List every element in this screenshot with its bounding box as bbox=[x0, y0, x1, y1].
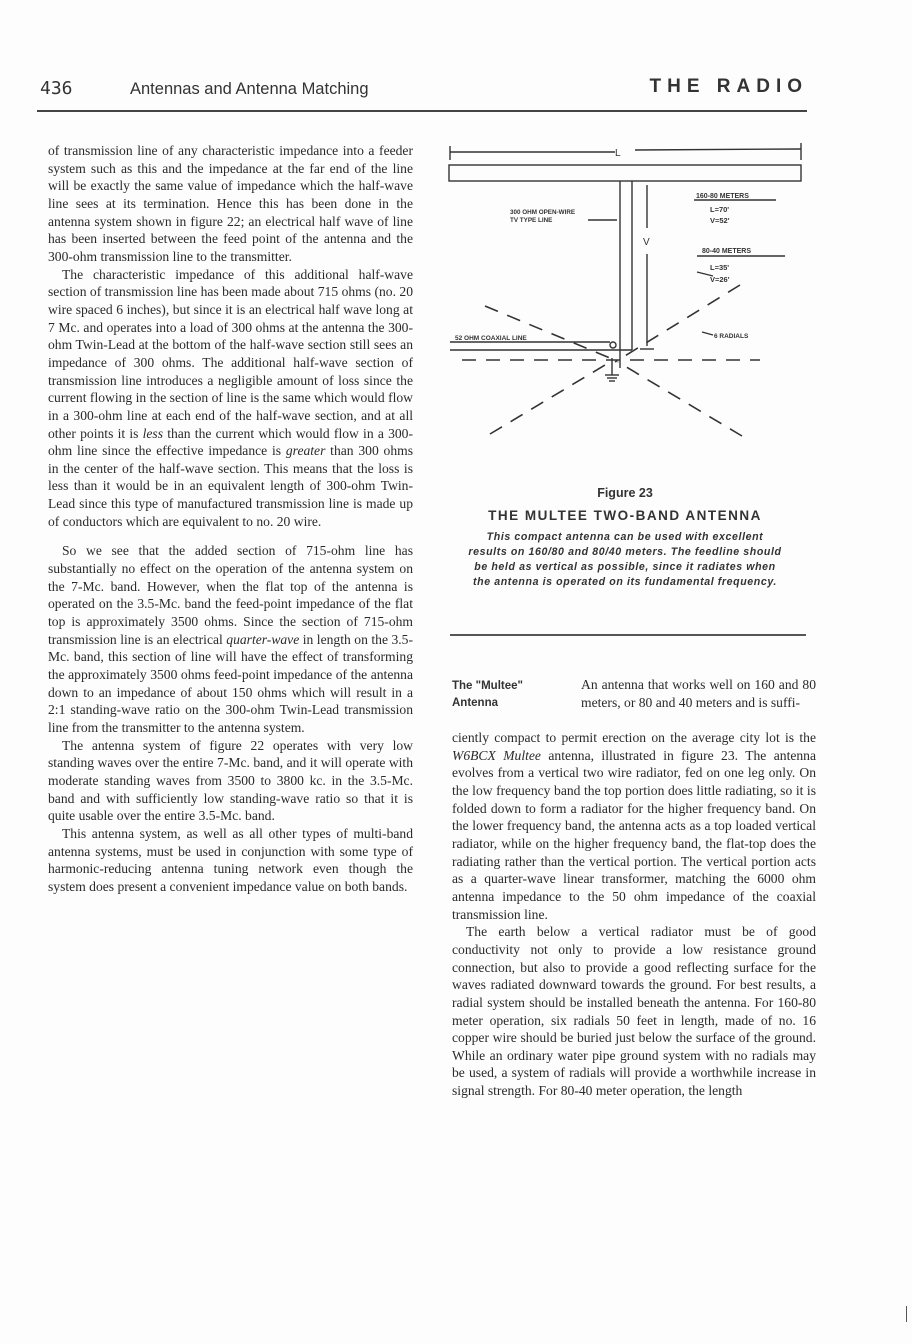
radials-label: 6 RADIALS bbox=[714, 333, 749, 340]
paragraph: The earth below a vertical radiator must be of good conductivity not only to provide a low resistance ground connection, but also to provide a good reflecting surface for the waves radiated downward towards the ground. For best results, a radial system should be installed beneath the antenna. For 160-80 meter operation, six radials 50 feet in length, made of no. 16 copper wire should be buried just below the surface of the ground. While an ordinary water pipe ground system with no radials may be used, a system of radials will provide a worthwhile increase in signal strength. For 80-40 meter operation, the length bbox=[452, 924, 816, 1099]
band1-vertical: V=52' bbox=[710, 216, 730, 225]
label-L: L bbox=[615, 148, 621, 159]
page-header bbox=[40, 74, 808, 108]
feedline-label: 300 OHM OPEN-WIRE bbox=[510, 209, 576, 216]
paragraph bbox=[48, 542, 413, 736]
chapter-title: Antennas and Antenna Matching bbox=[130, 80, 369, 98]
paragraph: The antenna system of figure 22 operates with very low standing waves over the entire 7-Mc. band, and it will operate with moderate standing waves from 3500 to 3800 kc. in the 3.5-Mc. band and with sufficiently low standing-wave ratio so that it is quite usable over the entire 3.5-Mc. band. bbox=[48, 737, 413, 824]
antenna-diagram bbox=[440, 140, 810, 490]
figure-title: THE MULTEE TWO-BAND ANTENNA bbox=[488, 508, 762, 523]
band1-length: L=70' bbox=[710, 205, 730, 214]
text-run: than the current which would flow in a 300-ohm line since the effective impedance is bbox=[48, 425, 413, 459]
emphasis: greater bbox=[285, 443, 326, 459]
feedline-label: TV TYPE LINE bbox=[510, 217, 553, 224]
text-run: ciently compact to permit erection on the average city lot is the bbox=[452, 730, 816, 745]
figure-caption: This compact antenna can be used with excellent results on 160/80 and 80/40 meters. The feedline should be held as vertical as possible, since it radiates when the antenna is operated on its fundamental frequency. bbox=[468, 531, 782, 588]
header-rule bbox=[37, 110, 807, 112]
figure-rule bbox=[450, 634, 806, 636]
text-run: in length on the 3.5-Mc. band, this section of line will have the effect of transforming the approximately 3500 ohms feed-point impedance of the antenna down to an impedance of about 150 ohms which will result in a 2:1 standing-wave ratio on the 300-ohm Twin-Lead transmission line from the transmitter to the antenna system. bbox=[48, 631, 413, 735]
paragraph: This antenna system, as well as all other types of multi-band antenna systems, must be used in conjunction with some type of harmonic-reducing antenna tuning network even though the system does present a convenient impedance value on both bands. bbox=[48, 825, 413, 894]
page-number: 436 bbox=[40, 78, 73, 99]
paragraph bbox=[48, 266, 413, 531]
left-column bbox=[48, 142, 413, 896]
side-heading bbox=[452, 678, 523, 712]
text-run: So we see that the added section of 715-ohm line has substantially no effect on the operation of the antenna system on the 7-Mc. band. However, when the flat top of the antenna is operated on the 3.5-Mc. band the feed-point impedance of the flat top is approximately 3500 ohms. Since the section of 715-ohm transmission line is an electrical bbox=[48, 543, 413, 647]
paragraph: of transmission line of any characteristic impedance into a feeder system such as this and the impedance at the far end of the line will be exactly the same value of impedance which the half-wave line sees at its termination. Hence this has been done in the antenna system shown in figure 22; an electrical half wave of line has been inserted between the feed point of the antenna and the 300-ohm transmission line to the transmitter. bbox=[48, 143, 413, 264]
emphasis: quarter-wave bbox=[226, 631, 300, 647]
margin-mark bbox=[906, 1306, 907, 1322]
text-run: The characteristic impedance of this additional half-wave section of transmission line has been made about 715 ohms (no. 20 wire spaced 6 inches), but since it is an electrical half wave long at 7 Mc. and operates into a load of 300 ohms at the antenna the 300-ohm Twin-Lead at the bottom of the half-wave section still sees an impedance of 300 ohms. The additional half-wave section of transmission line introduces a negligible amount of loss since the current flowing in the section of line is the same which would flow in a 300-ohm line at each end of the half-wave section, and at all other points it is bbox=[48, 266, 413, 441]
band2-heading: 80-40 METERS bbox=[702, 248, 752, 255]
text-run: antenna, illustrated in figure 23. The antenna evolves from a vertical two wire radiator, fed on one leg only. On the low frequency band the top portion does little radiating, so it is folded down to form a radiator for the higher frequency band. On the lower frequency band, the antenna acts as a top loaded vertical radiator, while on the higher frequency band, the flat-top does the radiating rather than the vertical portion. The vertical portion acts as a quarter-wave linear transformer, matching the 6000 ohm antenna impedance to the 50 ohm impedance of the coaxial transmission line. bbox=[452, 747, 817, 922]
book-title: THE RADIO bbox=[649, 76, 808, 97]
emphasis: less bbox=[142, 425, 163, 441]
band2-length: L=35' bbox=[710, 263, 730, 272]
figure-number: Figure 23 bbox=[597, 486, 653, 500]
coax-label: 52 OHM COAXIAL LINE bbox=[455, 335, 527, 342]
right-column bbox=[452, 729, 816, 1100]
text-run: than 300 ohms in the center of the half-wave section. This means that the loss is less than it would be in an equivalent length of 300-ohm Twin-Lead since this type of manufactured transmission line is made up of conductors which are equivalent to no. 20 wire. bbox=[48, 443, 413, 529]
side-heading-line: Antenna bbox=[452, 697, 498, 709]
paragraph bbox=[452, 729, 816, 923]
section-opening: An antenna that works well on 160 and 80 meters, or 80 and 40 meters and is suffi- bbox=[581, 677, 816, 710]
label-V: V bbox=[643, 237, 650, 248]
emphasis: W6BCX Multee bbox=[452, 747, 541, 763]
band2-vertical: V=26' bbox=[710, 275, 730, 284]
side-heading-line: The "Multee" bbox=[452, 680, 523, 692]
band1-heading: 160-80 METERS bbox=[696, 193, 749, 200]
